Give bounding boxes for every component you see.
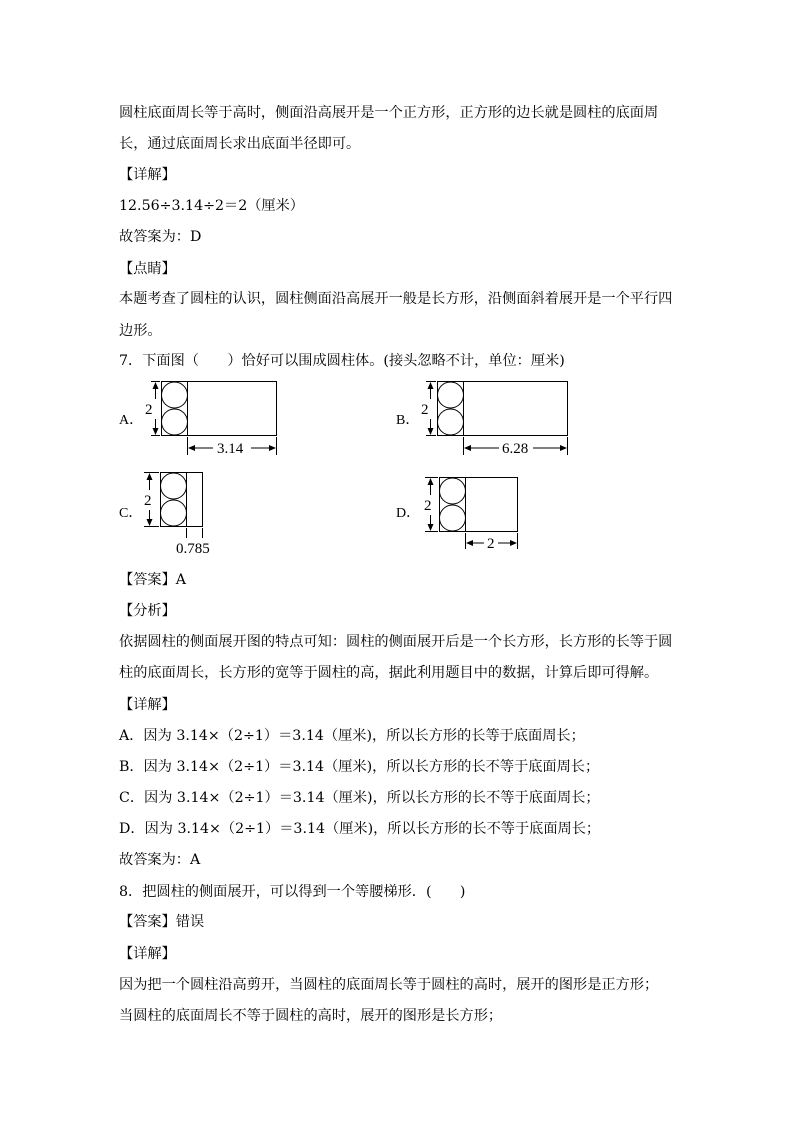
text-line: B．因为 3.14×（2÷1）＝3.14（厘米)，所以长方形的长不等于底面周长； bbox=[119, 759, 600, 775]
section-heading: 【分析】 bbox=[119, 603, 176, 619]
text-line: 故答案为：A bbox=[119, 852, 201, 868]
option-a-height-label: 2 bbox=[145, 402, 153, 418]
option-d-letter: D． bbox=[396, 506, 421, 521]
text-line: C．因为 3.14×（2÷1）＝3.14（厘米)，所以长方形的长不等于底面周长； bbox=[119, 790, 600, 806]
section-heading: 【详解】 bbox=[119, 946, 176, 962]
option-b-letter: B． bbox=[396, 413, 420, 428]
option-c-length-label: 0.785 bbox=[176, 541, 210, 557]
answer-line: 【答案】错误 bbox=[119, 914, 205, 930]
text-line: 故答案为：D bbox=[119, 229, 202, 245]
text-line: 柱的底面周长，长方形的宽等于圆柱的高，据此利用题目中的数据，计算后即可得解。 bbox=[119, 665, 659, 681]
text-line: 依据圆柱的侧面展开图的特点可知：圆柱的侧面展开后是一个长方形，长方形的长等于圆 bbox=[119, 634, 673, 650]
section-heading: 【点睛】 bbox=[119, 261, 176, 277]
option-d-height-label: 2 bbox=[424, 498, 432, 514]
option-c-height-label: 2 bbox=[144, 493, 152, 509]
text-line: 长，通过底面周长求出底面半径即可。 bbox=[119, 136, 361, 152]
option-a-length-label: 3.14 bbox=[217, 441, 244, 457]
text-line: D．因为 3.14×（2÷1）＝3.14（厘米)，所以长方形的长不等于底面周长； bbox=[119, 821, 601, 837]
question-7: 7．下面图（ ）恰好可以围成圆柱体。(接头忽略不计，单位：厘米) bbox=[119, 353, 565, 369]
text-line: 当圆柱的底面周长不等于圆柱的高时，展开的图形是长方形； bbox=[119, 1008, 503, 1024]
option-d-diagram bbox=[425, 478, 518, 550]
option-c-letter: C． bbox=[119, 506, 143, 521]
answer-line: 【答案】A bbox=[119, 572, 186, 588]
option-a-letter: A． bbox=[119, 413, 144, 428]
section-heading: 【详解】 bbox=[119, 697, 176, 713]
question-8: 8．把圆柱的侧面展开，可以得到一个等腰梯形．( ) bbox=[119, 884, 466, 900]
option-b-diagram bbox=[426, 382, 568, 456]
text-line: 因为把一个圆柱沿高剪开，当圆柱的底面周长等于圆柱的高时，展开的图形是正方形； bbox=[119, 977, 659, 993]
option-b-height-label: 2 bbox=[421, 402, 429, 418]
option-b-length-label: 6.28 bbox=[502, 441, 529, 457]
section-heading: 【详解】 bbox=[119, 167, 176, 183]
text-line: A．因为 3.14×（2÷1）＝3.14（厘米)，所以长方形的长等于底面周长； bbox=[119, 728, 585, 744]
text-line: 12.56÷3.14÷2＝2（厘米） bbox=[119, 198, 304, 214]
option-a-diagram bbox=[151, 382, 277, 456]
text-line: 本题考查了圆柱的认识，圆柱侧面沿高展开一般是长方形，沿侧面斜着展开是一个平行四 bbox=[119, 291, 673, 307]
text-line: 边形。 bbox=[119, 323, 162, 339]
option-d-length-label: 2 bbox=[487, 536, 495, 552]
text-line: 圆柱底面周长等于高时，侧面沿高展开是一个正方形，正方形的边长就是圆柱的底面周 bbox=[119, 105, 659, 121]
option-c-diagram bbox=[144, 473, 203, 539]
